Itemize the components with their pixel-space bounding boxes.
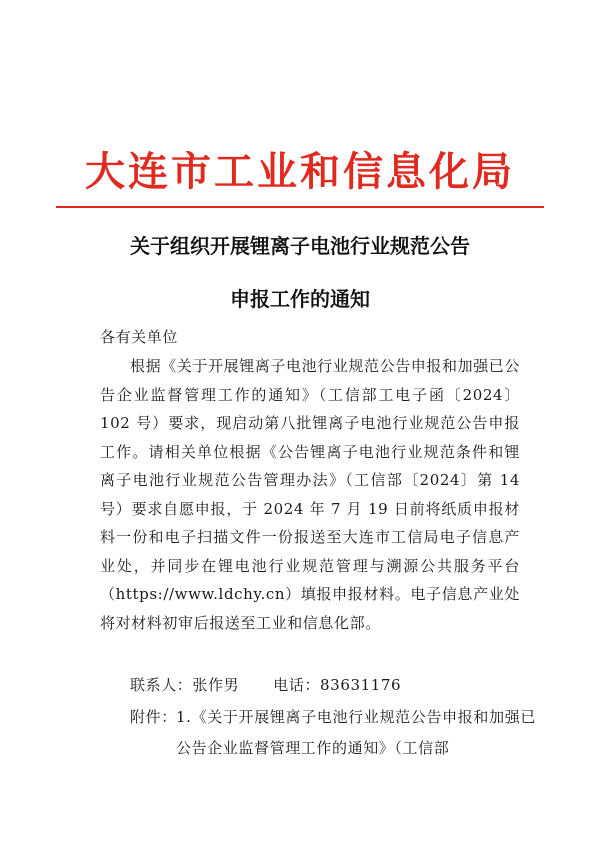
document-title-line-1: 关于组织开展锂离子电池行业规范公告 [130,234,470,258]
salutation: 各有关单位 [100,328,179,346]
contact-phone-label: 电话： [273,676,321,694]
org-letterhead-title: 大连市工业和信息化局 [85,149,515,195]
body-paragraph: 根据《关于开展锂离子电池行业规范公告申报和加强已公告企业监督管理工作的通知》（工信部工电子函〔2024〕102 号）要求，现启动第八批锂离子电池行业规范公告申报工作。请相关单位根据《公告锂离子电池行业规范条件和锂离子电池行业规范公告管理办法》（工信部〔2024〕第 14 号）要求自愿申报，于 2024 年 7 月 19 日前将纸质申报材料一份和电子扫描文件一份报送至大连市工信局电子信息产业处，并同步在锂电池行业规范管理与溯源公共服务平台（https://www.ldchy.cn）填报申报材料。电子信息产业处将对材料初审后报送至工业和信息化部。 [100,357,521,632]
attachments-label: 附件： [130,708,177,726]
letterhead-red-rule [56,206,544,208]
contact-phone: 83631176 [320,676,402,694]
document-title-line-2: 申报工作的通知 [230,287,370,311]
contact-person: 张作男 [192,676,240,694]
contact-line [130,671,401,699]
contact-person-label: 联系人： [130,676,193,694]
attachment-item: 1.《关于开展锂离子电池行业规范公告申报和加强已公告企业监督管理工作的通知》（工信部 [176,708,536,757]
